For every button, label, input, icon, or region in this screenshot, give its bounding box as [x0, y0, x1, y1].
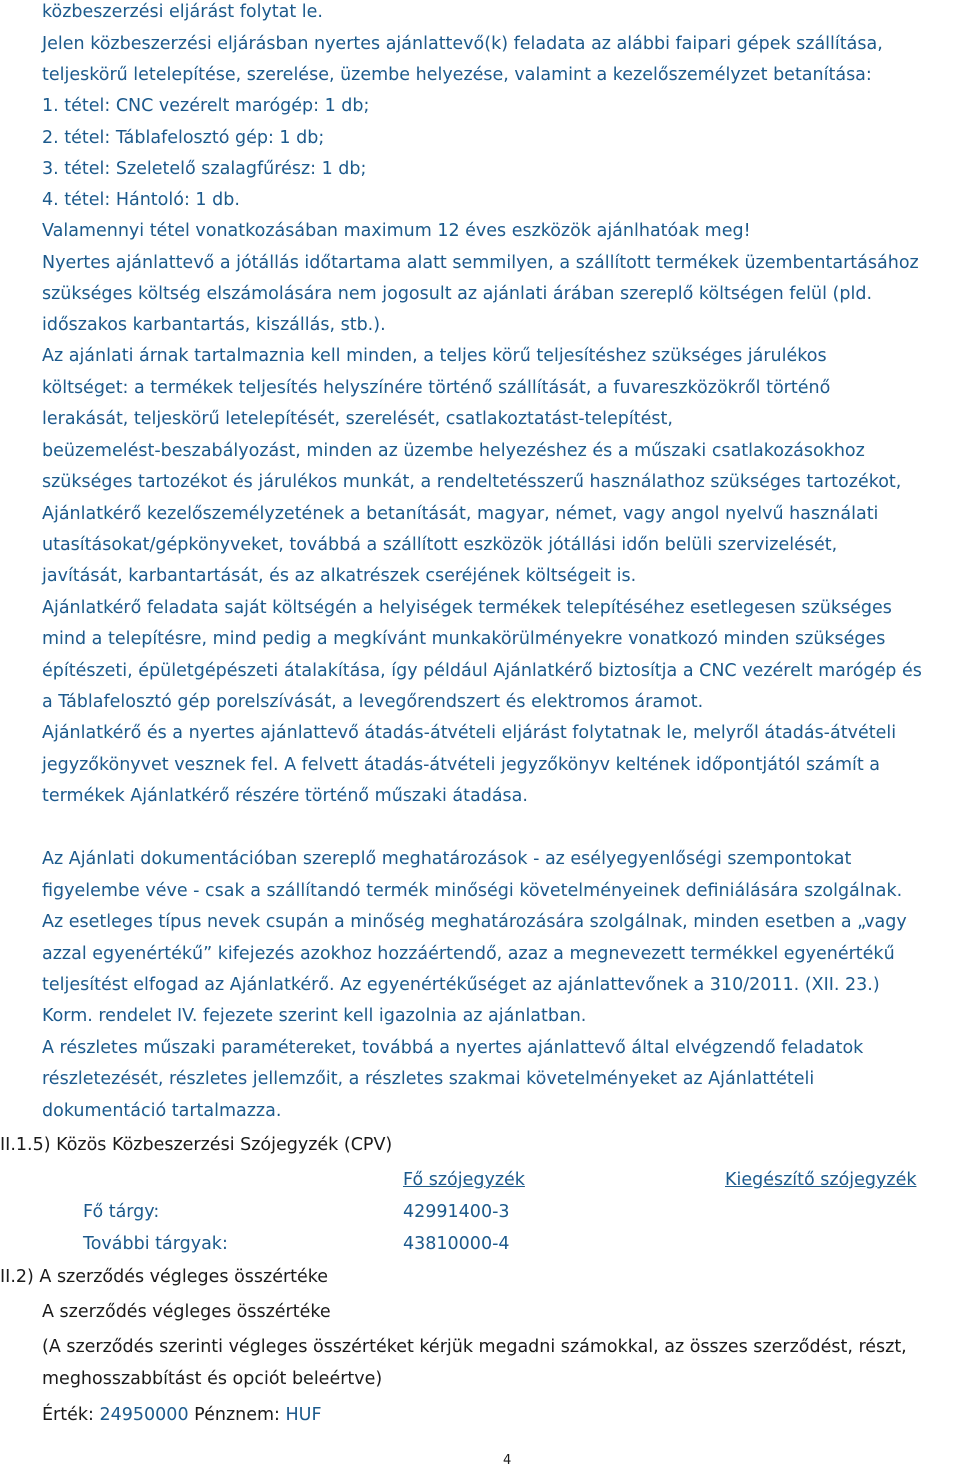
text-line: beüzemelést-beszabályozást, minden az üzembe helyezéshez és a műszaki csatlakozásokhoz — [42, 441, 865, 461]
list-item: 3. tétel: Szeletelő szalagfűrész: 1 db; — [42, 159, 367, 179]
text-line: A részletes műszaki paramétereket, továbbá a nyertes ajánlattevő által elvégzendő feladatok — [42, 1038, 864, 1058]
text-line: szükséges tartozékot és járulékos munkát, a rendeltetésszerű használathoz szükséges tartozékot, — [42, 472, 902, 492]
text-line: a Táblafelosztó gép porelszívását, a levegőrendszert és elektromos áramot. — [42, 692, 704, 712]
text-line: azzal egyenértékű” kifejezés azokhoz hozzáértendő, azaz a megnevezett termékkel egyenértékű — [42, 944, 895, 964]
section-heading-value: II.2) A szerződés végleges összértéke — [0, 1267, 329, 1287]
page-number: 4 — [503, 1453, 512, 1468]
value-label: Érték: — [42, 1405, 94, 1425]
text-line: Ajánlatkérő feladata saját költségén a helyiségek termékek telepítéséhez esetlegesen szükséges — [42, 598, 892, 618]
text-line: javítását, karbantartását, és az alkatrészek cseréjének költségeit is. — [42, 566, 637, 586]
list-item: 1. tétel: CNC vezérelt marógép: 1 db; — [42, 96, 370, 116]
cpv-extra-value: 43810000-4 — [403, 1234, 510, 1254]
section-heading-cpv: II.1.5) Közös Közbeszerzési Szójegyzék (CPV) — [0, 1135, 393, 1155]
list-item: 4. tétel: Hántoló: 1 db. — [42, 190, 240, 210]
value-amount: 24950000 — [99, 1405, 189, 1425]
text-line: mind a telepítésre, mind pedig a megkívánt munkakörülményekre vonatkozó minden szükséges — [42, 629, 886, 649]
text-line: lerakását, teljeskörű letelepítését, szerelését, csatlakoztatást-telepítést, — [42, 409, 673, 429]
value-note-line: (A szerződés szerinti végleges összértéket kérjük megadni számokkal, az összes szerződést, részt, — [42, 1337, 907, 1357]
text-line: figyelembe véve - csak a szállítandó termék minőségi követelményeinek definiálására szolgálnak. — [42, 881, 903, 901]
cpv-extra-label: További tárgyak: — [83, 1234, 228, 1254]
text-line: teljeskörű letelepítése, szerelése, üzembe helyezése, valamint a kezelőszemélyzet betanítása: — [42, 65, 872, 85]
text-line: építészeti, épületgépészeti átalakítása, így például Ajánlatkérő biztosítja a CNC vezérelt marógép és — [42, 661, 922, 681]
text-line: jegyzőkönyvet vesznek fel. A felvett átadás-átvételi jegyzőkönyv keltének időpontjától számít a — [42, 755, 881, 775]
text-line: költséget: a termékek teljesítés helyszínére történő szállítását, a fuvareszközökről történő — [42, 378, 831, 398]
text-line: Az esetleges típus nevek csupán a minőség meghatározására szolgálnak, minden esetben a „vagy — [42, 912, 907, 932]
cpv-column-extra: Kiegészítő szójegyzék — [725, 1170, 917, 1190]
text-line: közbeszerzési eljárást folytat le. — [42, 2, 323, 22]
text-line: teljesítést elfogad az Ajánlatkérő. Az egyenértékűséget az ajánlattevőnek a 310/2011. (XII. 23.) — [42, 975, 880, 995]
text-line: Az Ajánlati dokumentációban szereplő meghatározások - az esélyegyenlőségi szempontokat — [42, 849, 852, 869]
cpv-main-label: Fő tárgy: — [83, 1202, 160, 1222]
text-line: dokumentáció tartalmazza. — [42, 1101, 282, 1121]
currency-value: HUF — [285, 1405, 322, 1425]
value-subheading: A szerződés végleges összértéke — [42, 1302, 331, 1322]
list-item: 2. tétel: Táblafelosztó gép: 1 db; — [42, 128, 325, 148]
text-line: Nyertes ajánlattevő a jótállás időtartama alatt semmilyen, a szállított termékek üzembentartásához — [42, 253, 919, 273]
text-line: részletezését, részletes jellemzőit, a részletes szakmai követelményeket az Ajánlattételi — [42, 1069, 815, 1089]
text-line: utasításokat/gépkönyveket, továbbá a szállított eszközök jótállási időn belüli szervizelését, — [42, 535, 838, 555]
text-line: Ajánlatkérő kezelőszemélyzetének a betanítását, magyar, német, vagy angol nyelvű használati — [42, 504, 879, 524]
currency-label: Pénznem: — [194, 1405, 280, 1425]
text-line: Az ajánlati árnak tartalmaznia kell minden, a teljes körű teljesítéshez szükséges járulékos — [42, 346, 827, 366]
text-line: Valamennyi tétel vonatkozásában maximum 12 éves eszközök ajánlhatóak meg! — [42, 221, 751, 241]
value-note-line: meghosszabbítást és opciót beleértve) — [42, 1369, 383, 1389]
text-line: időszakos karbantartás, kiszállás, stb.). — [42, 315, 386, 335]
text-line: Korm. rendelet IV. fejezete szerint kell igazolnia az ajánlatban. — [42, 1006, 587, 1026]
value-row — [42, 1404, 322, 1426]
text-line: Jelen közbeszerzési eljárásban nyertes ajánlattevő(k) feladata az alábbi faipari gépek szállítása, — [42, 34, 883, 54]
text-line: szükséges költség elszámolására nem jogosult az ajánlati árában szereplő költségen felül (pld. — [42, 284, 873, 304]
cpv-main-value: 42991400-3 — [403, 1202, 510, 1222]
cpv-column-main: Fő szójegyzék — [403, 1170, 525, 1190]
text-line: Ajánlatkérő és a nyertes ajánlattevő átadás-átvételi eljárást folytatnak le, melyről átadás-átvételi — [42, 723, 897, 743]
text-line: termékek Ajánlatkérő részére történő műszaki átadása. — [42, 786, 528, 806]
